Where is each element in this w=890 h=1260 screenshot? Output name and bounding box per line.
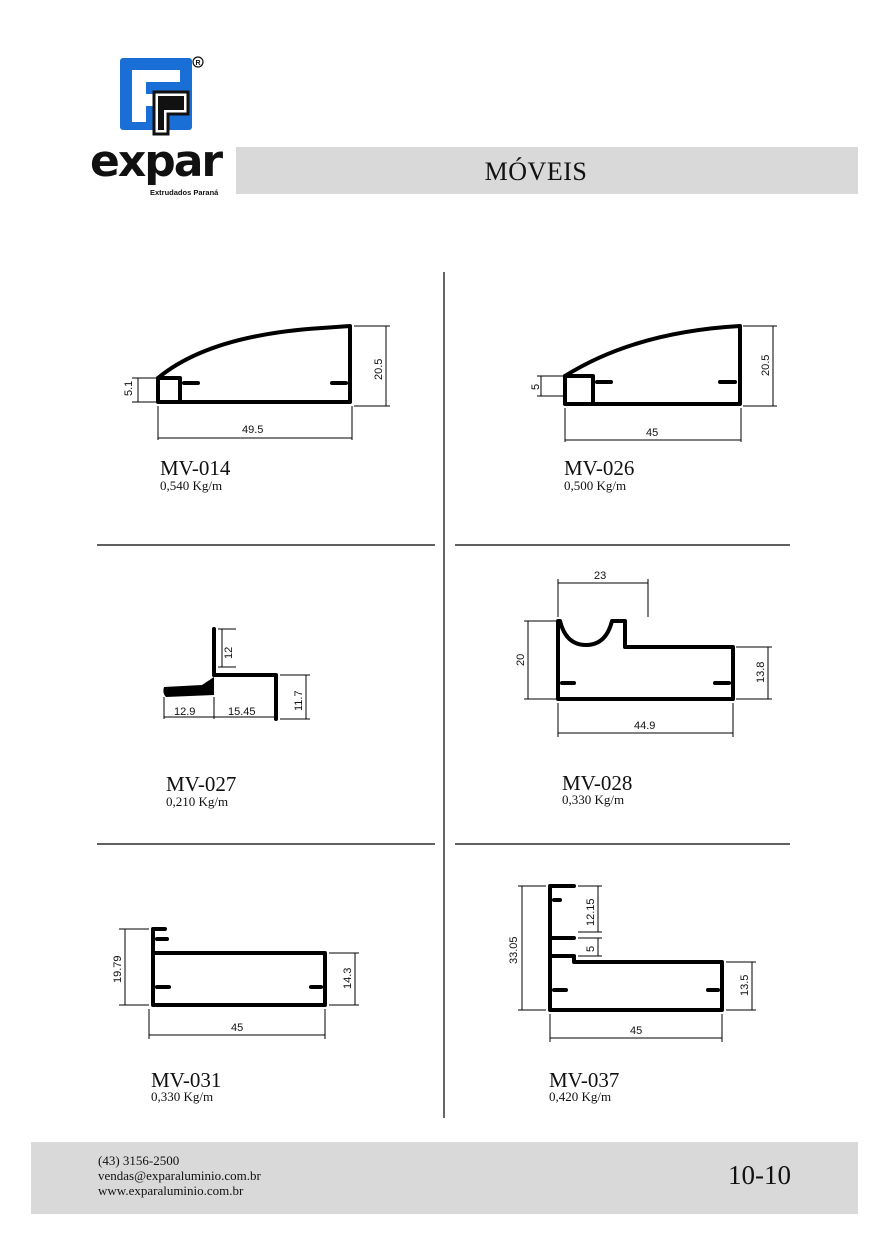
svg-text:45: 45: [231, 1022, 244, 1034]
logo-tagline: Extrudados Paraná: [150, 188, 219, 197]
svg-text:5: 5: [585, 945, 597, 952]
svg-text:44.9: 44.9: [634, 720, 656, 732]
profile-weight: 0,420 Kg/m: [549, 1089, 612, 1104]
profile-weight: 0,540 Kg/m: [160, 478, 223, 493]
svg-text:20.5: 20.5: [760, 354, 772, 376]
profile-weight: 0,500 Kg/m: [564, 478, 627, 493]
svg-text:5: 5: [530, 383, 542, 390]
page-title: MÓVEIS: [484, 157, 588, 186]
svg-text:23: 23: [594, 570, 607, 582]
svg-text:45: 45: [646, 427, 659, 439]
svg-text:14.3: 14.3: [342, 967, 354, 989]
profile-weight: 0,330 Kg/m: [151, 1089, 214, 1104]
footer-email: vendas@exparaluminio.com.br: [98, 1168, 261, 1183]
svg-text:5.1: 5.1: [123, 380, 135, 396]
svg-text:13.8: 13.8: [755, 661, 767, 683]
svg-text:45: 45: [630, 1025, 643, 1037]
svg-text:12: 12: [223, 646, 235, 659]
svg-text:13.5: 13.5: [739, 974, 751, 996]
page-number: 10-10: [728, 1160, 791, 1190]
footer-website: www.exparaluminio.com.br: [98, 1183, 244, 1198]
profile-code: MV-028: [562, 771, 633, 795]
svg-text:33.05: 33.05: [508, 936, 520, 964]
svg-text:15.45: 15.45: [228, 706, 256, 718]
svg-text:20.5: 20.5: [373, 358, 385, 380]
logo-brand: expar: [90, 136, 222, 187]
profile-weight: 0,330 Kg/m: [562, 792, 625, 807]
svg-text:11.7: 11.7: [293, 690, 305, 711]
svg-text:19.79: 19.79: [112, 955, 124, 983]
profile-drawing-mv-014: [110, 310, 410, 450]
profile-code: MV-031: [151, 1068, 222, 1092]
profile-code: MV-027: [166, 772, 237, 796]
profile-drawing-mv-027: [150, 615, 330, 725]
svg-text:12.15: 12.15: [585, 898, 597, 926]
footer-phone: (43) 3156-2500: [98, 1153, 180, 1168]
profile-code: MV-014: [160, 456, 231, 480]
profile-code: MV-026: [564, 456, 635, 480]
profile-drawing-mv-028: [500, 565, 790, 745]
svg-text:20: 20: [515, 653, 527, 666]
svg-text:49.5: 49.5: [242, 424, 264, 436]
profile-code: MV-037: [549, 1068, 620, 1092]
profile-drawing-mv-026: [515, 310, 815, 450]
profile-weight: 0,210 Kg/m: [166, 794, 229, 809]
svg-text:R: R: [195, 60, 201, 67]
svg-text:12.9: 12.9: [174, 706, 196, 718]
profile-drawing-mv-037: [500, 870, 780, 1050]
profile-drawing-mv-031: [105, 915, 375, 1045]
